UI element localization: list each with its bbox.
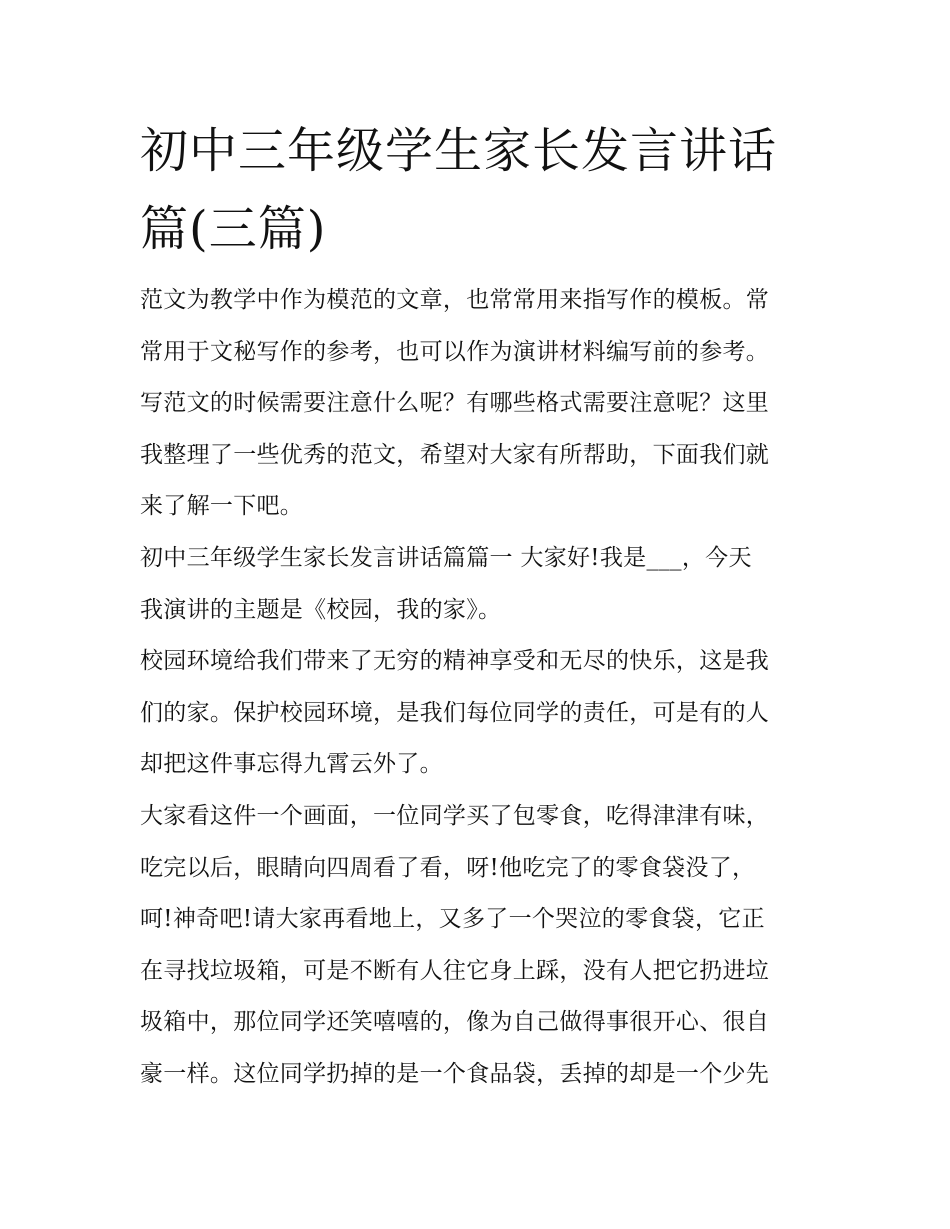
text-line: 在寻找垃圾箱，可是不断有人往它身上踩，没有人把它扔进垃	[140, 957, 770, 984]
title-line: 篇(三篇)	[140, 201, 327, 257]
text-line: 写范文的时候需要注意什么呢？有哪些格式需要注意呢？这里	[140, 390, 770, 417]
text-line: 校园环境给我们带来了无穷的精神享受和无尽的快乐，这是我	[140, 648, 770, 675]
text-line: 豪一样。这位同学扔掉的是一个食品袋，丢掉的却是一个少先	[140, 1060, 770, 1087]
text-line: 吃完以后，眼睛向四周看了看，呀!他吃完了的零食袋没了，	[140, 854, 756, 881]
text-line: 来了解一下吧。	[140, 493, 304, 520]
text-line: 初中三年级学生家长发言讲话篇篇一 大家好!我是___，今天	[140, 544, 752, 571]
text-line: 大家看这件一个画面，一位同学买了包零食，吃得津津有味，	[140, 802, 770, 829]
paragraph-campus-environment	[140, 636, 820, 791]
text-line: 圾箱中，那位同学还笑嘻嘻的，像为自己做得事很开心、很自	[140, 1009, 770, 1036]
text-line: 却把这件事忘得九霄云外了。	[140, 751, 443, 778]
text-line: 范文为教学中作为模范的文章，也常常用来指写作的模板。常	[140, 287, 770, 313]
paragraph-speech-opening	[140, 533, 820, 636]
text-line: 们的家。保护校园环境，是我们每位同学的责任，可是有的人	[140, 699, 770, 726]
text-line: 我整理了一些优秀的范文，希望对大家有所帮助，下面我们就	[140, 441, 770, 468]
title-line: 初中三年级学生家长发言讲话	[140, 123, 778, 179]
document-title	[140, 112, 820, 268]
document-body	[140, 275, 820, 1101]
text-line: 常用于文秘写作的参考，也可以作为演讲材料编写前的参考。	[140, 338, 770, 365]
paragraph-intro	[140, 275, 820, 533]
text-line: 呵!神奇吧!请大家再看地上，又多了一个哭泣的零食袋，它正	[140, 906, 765, 933]
paragraph-snack-bag-story	[140, 791, 820, 1101]
text-line: 我演讲的主题是《校园，我的家》。	[140, 596, 502, 623]
